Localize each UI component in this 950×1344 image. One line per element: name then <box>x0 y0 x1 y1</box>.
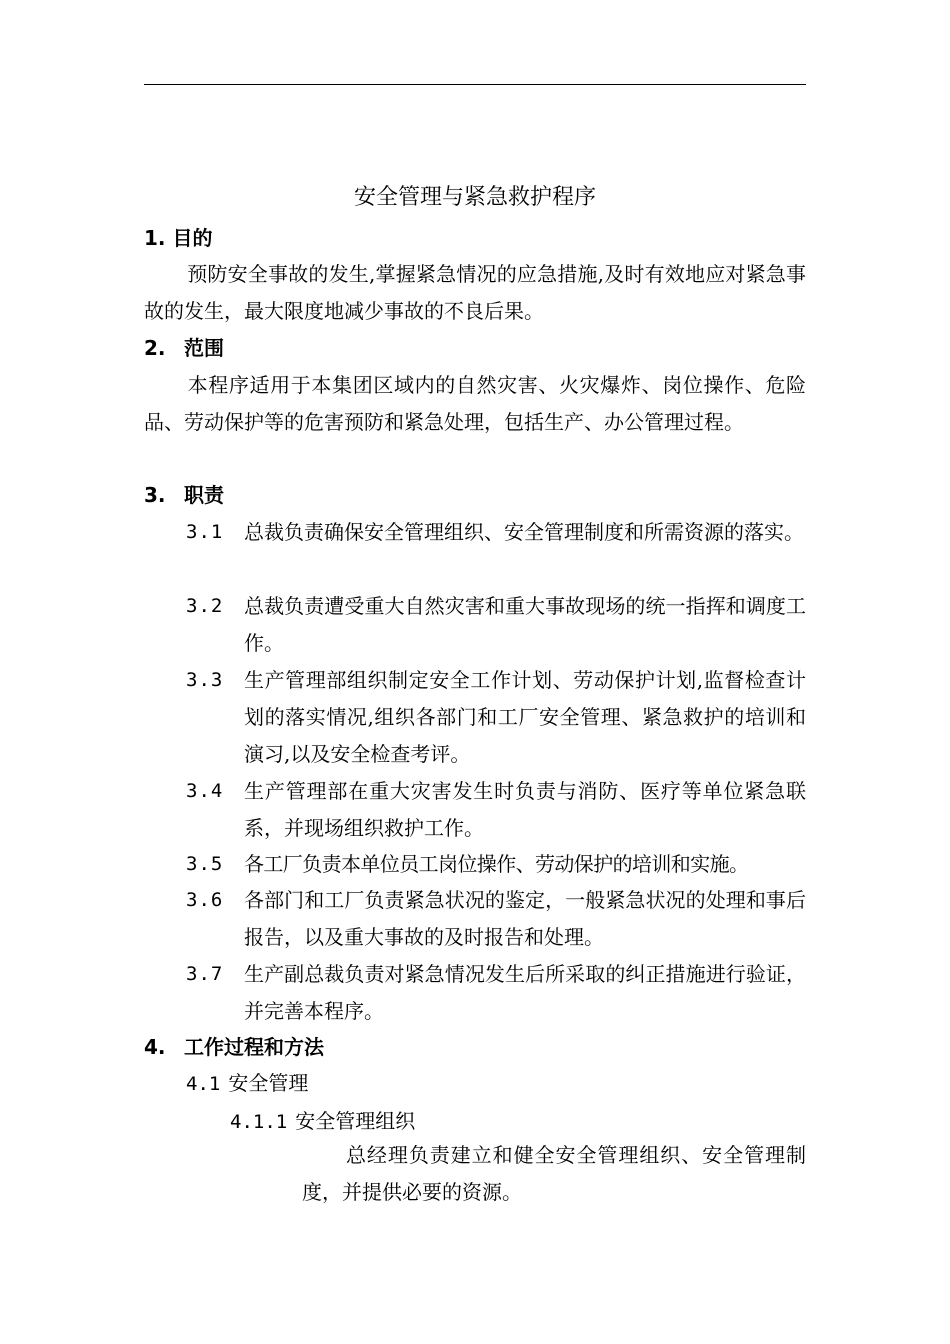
duty-number: 3.1 <box>186 521 224 543</box>
duty-number: 3.2 <box>186 595 224 617</box>
section-heading-purpose <box>144 223 212 253</box>
purpose-paragraph <box>144 256 806 330</box>
duty-text: 生产管理部组织制定安全工作计划、劳动保护计划,监督检查计划的落实情况,组织各部门和工厂安全管理、紧急救护的培训和演习,以及安全检查考评。 <box>244 668 806 766</box>
header-rule <box>144 84 806 85</box>
duty-item <box>186 588 806 662</box>
document-title: 安全管理与紧急救护程序 <box>353 185 596 210</box>
duty-text: 总裁负责遭受重大自然灾害和重大事故现场的统一指挥和调度工作。 <box>244 594 806 655</box>
duty-text: 各部门和工厂负责紧急状况的鉴定，一般紧急状况的处理和事后报告，以及重大事故的及时报告和处理。 <box>244 888 806 949</box>
duty-item <box>186 956 806 1030</box>
duty-item <box>186 846 806 883</box>
duty-item <box>186 514 806 551</box>
section-title: 职责 <box>184 483 224 507</box>
section-number: 4. <box>144 1035 166 1059</box>
duty-text: 各工厂负责本单位员工岗位操作、劳动保护的培训和实施。 <box>244 852 749 876</box>
section-number: 1. <box>144 226 166 250</box>
duty-number: 3.7 <box>186 963 224 985</box>
section-heading-duties <box>144 480 224 510</box>
duty-item <box>186 882 806 956</box>
subsubsection-heading <box>230 1106 415 1137</box>
duty-item <box>186 662 806 773</box>
subsubsection-text: 总经理负责建立和健全安全管理组织、安全管理制度，并提供必要的资源。 <box>302 1143 806 1204</box>
subsection-number: 4.1 <box>186 1073 221 1095</box>
duty-number: 3.3 <box>186 669 224 691</box>
duty-text: 生产副总裁负责对紧急情况发生后所采取的纠正措施进行验证，并完善本程序。 <box>244 962 806 1023</box>
duty-item <box>186 773 806 847</box>
scope-paragraph <box>144 367 806 441</box>
section-number: 3. <box>144 483 166 507</box>
section-title: 目的 <box>172 226 213 250</box>
subsection-title: 安全管理 <box>228 1071 309 1095</box>
section-heading-scope <box>144 333 224 363</box>
duty-number: 3.4 <box>186 780 224 802</box>
scope-text: 本程序适用于本集团区域内的自然灾害、火灾爆炸、岗位操作、危险品、劳动保护等的危害预防和紧急处理，包括生产、办公管理过程。 <box>144 373 806 434</box>
subsubsection-title: 安全管理组织 <box>295 1109 416 1133</box>
purpose-text: 预防安全事故的发生,掌握紧急情况的应急措施,及时有效地应对紧急事故的发生，最大限度地减少事故的不良后果。 <box>144 262 806 323</box>
subsection-heading <box>186 1068 308 1099</box>
section-number: 2. <box>144 336 166 360</box>
duty-number: 3.6 <box>186 889 224 911</box>
duty-text: 生产管理部在重大灾害发生时负责与消防、医疗等单位紧急联系，并现场组织救护工作。 <box>244 779 806 840</box>
section-title: 范围 <box>184 336 224 360</box>
section-title: 工作过程和方法 <box>184 1035 324 1059</box>
section-heading-process <box>144 1032 324 1062</box>
subsubsection-number: 4.1.1 <box>230 1111 288 1133</box>
duty-number: 3.5 <box>186 853 224 875</box>
subsubsection-paragraph <box>302 1137 806 1211</box>
duty-text: 总裁负责确保安全管理组织、安全管理制度和所需资源的落实。 <box>244 520 804 544</box>
